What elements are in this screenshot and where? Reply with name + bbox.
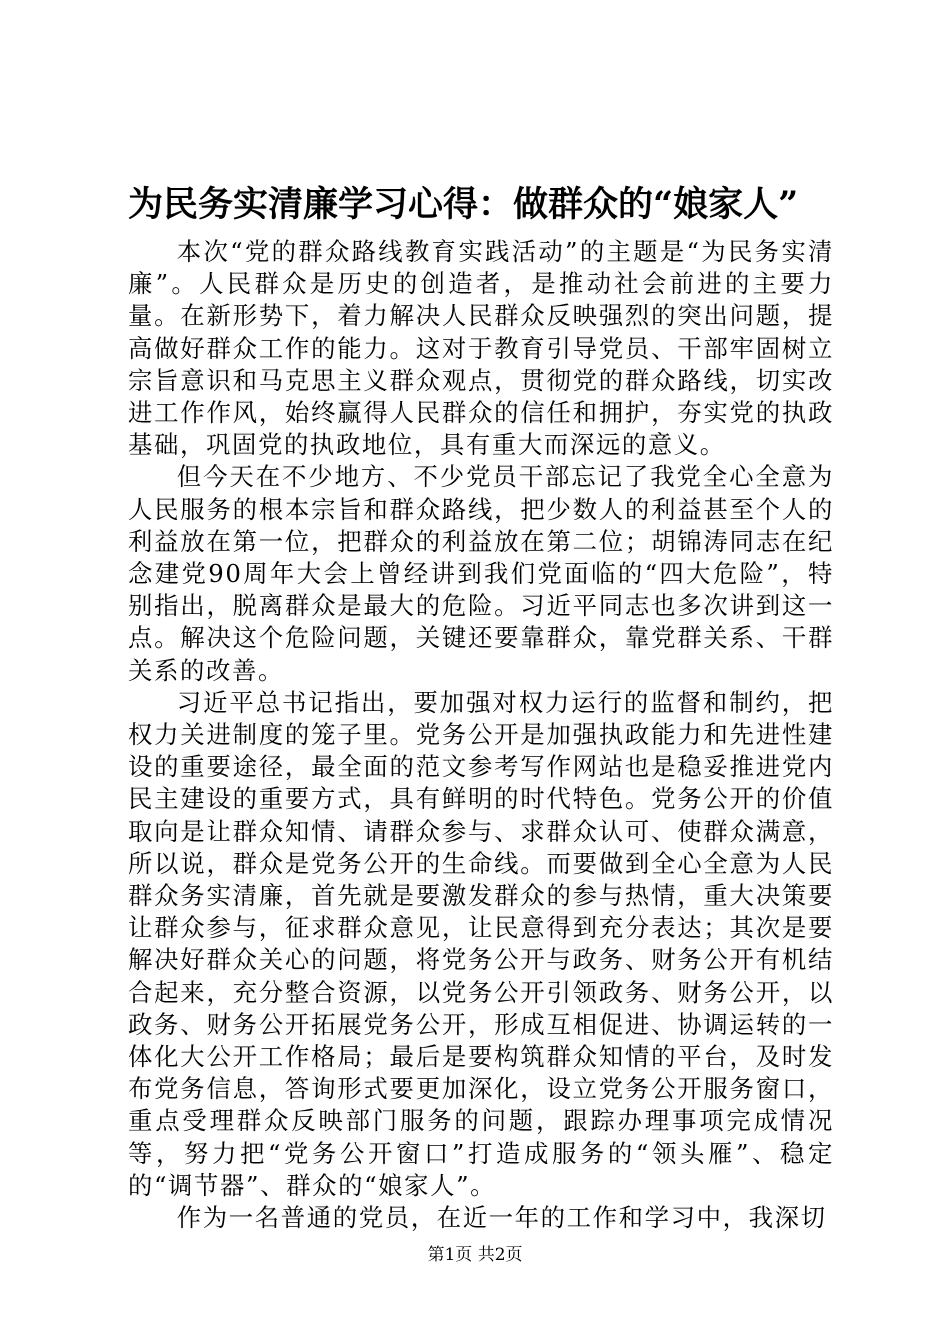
paragraph: 习近平总书记指出，要加强对权力运行的监督和制约，把权力关进制度的笼子里。党务公开是加强执政能力和先进性建设的重要途径，最全面的范文参考写作网站也是稳妥推进党内民主建设的重要方式，具有鲜明的时代特色。党务公开的价值取向是让群众知情、请群众参与、求群众认可、使群众满意，所以说，群众是党务公开的生命线。而要做到全心全意为人民群众务实清廉，首先就是要激发群众的参与热情，重大决策要让群众参与，征求群众意见，让民意得到充分表达；其次是要解决好群众关心的问题，将党务公开与政务、财务公开有机结合起来，充分整合资源，以党务公开引领政务、财务公开，以政务、财务公开拓展党务公开，形成互相促进、协调运转的一体化大公开工作格局；最后是要构筑群众知情的平台，及时发布党务信息，答询形式要更加深化，设立党务公开服务窗口，重点受理群众反映部门服务的问题，跟踪办理事项完成情况等，努力把“党务公开窗口”打造成服务的“领头雁”、稳定的“调节器”、群众的“娘家人”。	[128, 687, 834, 1200]
paragraph: 作为一名普通的党员，在近一年的工作和学习中，我深切	[176, 1203, 827, 1233]
paragraph: 但今天在不少地方、不少党员干部忘记了我党全心全意为人民服务的根本宗旨和群众路线，把少数人的利益甚至个人的利益放在第一位，把群众的利益放在第二位；胡锦涛同志在纪念建党90周年大会上曾经讲到我们党面临的“四大危险”，特别指出，脱离群众是最大的危险。习近平同志也多次讲到这一点。解决这个危险问题，关键还要靠群众，靠党群关系、干群关系的改善。	[128, 462, 834, 685]
document-body	[128, 236, 834, 1234]
document-title: 为民务实清廉学习心得：做群众的“娘家人”	[128, 184, 799, 225]
paragraph: 本次“党的群众路线教育实践活动”的主题是“为民务实清廉”。人民群众是历史的创造者，是推动社会前进的主要力量。在新形势下，着力解决人民群众反映强烈的突出问题，提高做好群众工作的能力。这对于教育引导党员、干部牢固树立宗旨意识和马克思主义群众观点，贯彻党的群众路线，切实改进工作作风，始终赢得人民群众的信任和拥护，夯实党的执政基础，巩固党的执政地位，具有重大而深远的意义。	[128, 237, 834, 460]
page-footer: 第1页 共2页	[427, 1245, 523, 1265]
